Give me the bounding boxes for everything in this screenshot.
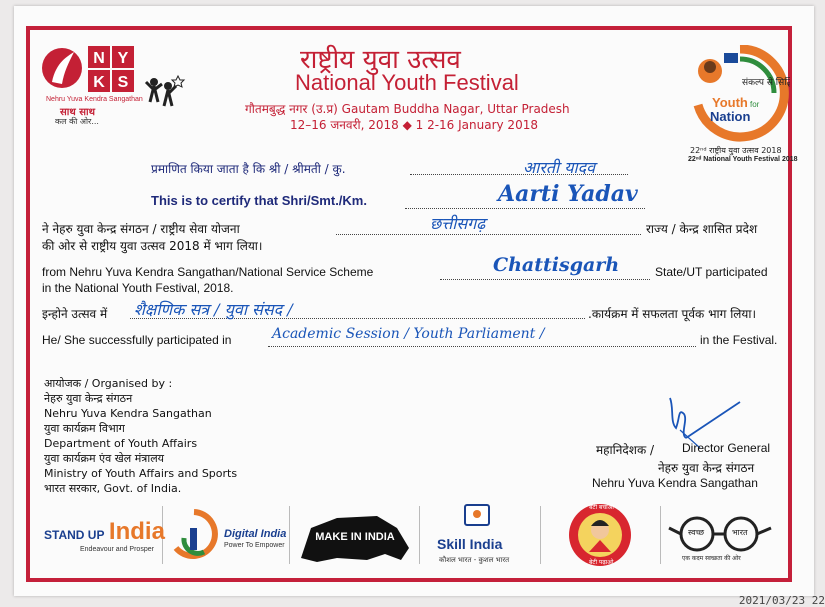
- svg-text:N: N: [93, 50, 105, 67]
- svg-text:MAKE IN INDIA: MAKE IN INDIA: [315, 531, 395, 543]
- dotted-line: [268, 346, 696, 347]
- organiser-line: Nehru Yuva Kendra Sangathan: [44, 407, 212, 420]
- beti-padhao-text: बेटी पढ़ाओ: [589, 559, 614, 566]
- svg-text:Y: Y: [117, 50, 129, 67]
- swachh-text: स्वच्छ: [688, 528, 705, 537]
- organiser-block: [44, 376, 237, 496]
- event-hindi: शैक्षणिक सत्र / युवा संसद /: [134, 300, 293, 319]
- state-english: Chattisgarh: [493, 254, 620, 276]
- event-english: Academic Session / Youth Parliament /: [272, 326, 545, 342]
- logo-separator: [419, 506, 420, 564]
- swachh-tagline: एक कदम स्वच्छता की ओर: [682, 555, 741, 562]
- organiser-line: भारत सरकार, Govt. of India.: [44, 482, 182, 495]
- skill-india-icon: [462, 502, 492, 532]
- dotted-line: [410, 174, 628, 175]
- beti-bachao-text: बेटी बचाओ: [589, 504, 614, 511]
- signatory-title-hindi: महानिदेशक /: [596, 443, 655, 457]
- photo-timestamp: 2021/03/23 22: [738, 594, 825, 607]
- line4-hindi: की ओर से राष्ट्रीय युवा उत्सव 2018 में भाग लिया।: [42, 239, 263, 253]
- dotted-line: [405, 208, 645, 209]
- from-english-b: State/UT participated: [655, 265, 768, 279]
- make-in-india-lion-icon: [297, 508, 415, 564]
- recipient-name-english: Aarti Yadav: [498, 181, 638, 207]
- signatory-org-english: Nehru Yuva Kendra Sangathan: [592, 476, 758, 490]
- state-hindi: छत्तीसगढ़: [430, 214, 486, 233]
- festival-dates: 12–16 जनवरी, 2018 ◆ 1 2-16 January 2018: [290, 118, 538, 132]
- signature-icon: [640, 378, 750, 448]
- line3-hindi-b: राज्य / केन्द्र शासित प्रदेश: [646, 222, 758, 236]
- logo-separator: [289, 506, 290, 564]
- event-hindi-a: इन्होने उत्सव में: [42, 307, 108, 321]
- logo-separator: [660, 506, 661, 564]
- title-hindi: राष्ट्रीय युवा उत्सव: [300, 45, 461, 75]
- svg-text:Youth: Youth: [712, 95, 748, 110]
- standup-india-text: India: [108, 518, 165, 545]
- svg-text:Nation: Nation: [710, 109, 751, 124]
- signatory-title-english: Director General: [682, 441, 771, 455]
- line3-hindi-a: ने नेहरु युवा केन्द्र संगठन / राष्ट्रीय सेवा योजना: [42, 222, 240, 236]
- svg-text:संकल्प से सिद्धि: संकल्प से सिद्धि: [742, 78, 790, 88]
- nyks-emblem-icon: [42, 42, 142, 98]
- organiser-line: युवा कार्यक्रम विभाग: [44, 422, 125, 435]
- event-hindi-b: .कार्यक्रम में सफलता पूर्वक भाग लिया।: [588, 307, 757, 321]
- nyks-tagline-2: कल की ओर...: [55, 117, 99, 126]
- digital-india-text: Digital India: [224, 528, 287, 540]
- organiser-line: नेहरु युवा केन्द्र संगठन: [44, 392, 133, 405]
- youth-for-nation-logo: [690, 45, 790, 148]
- organiser-line: युवा कार्यक्रम एंव खेल मंत्रालय: [44, 452, 165, 465]
- from-english-c: in the National Youth Festival, 2018.: [42, 281, 234, 295]
- event-english-a: He/ She successfully participated in: [42, 333, 232, 347]
- standup-india-logo: [44, 518, 165, 553]
- certify-hindi: प्रमाणित किया जाता है कि श्री / श्रीमती / कु.: [151, 162, 346, 176]
- venue: गौतमबुद्ध नगर (उ.प्र) Gautam Buddha Nagar, Uttar Pradesh: [245, 102, 570, 116]
- youth-figures-icon: [140, 72, 190, 116]
- svg-text:for: for: [750, 100, 760, 109]
- logo-separator: [540, 506, 541, 564]
- recipient-name-hindi: आरती यादव: [523, 158, 596, 177]
- signatory-org-hindi: नेहरु युवा केन्द्र संगठन: [658, 461, 755, 475]
- bharat-text: भारत: [732, 528, 748, 537]
- skill-india-text: Skill India: [437, 536, 503, 552]
- festival-caption-hindi: 22ⁿᵈ राष्ट्रीय युवा उत्सव 2018: [690, 146, 782, 155]
- from-english-a: from Nehru Yuva Kendra Sangathan/National Service Scheme: [42, 265, 374, 279]
- festival-caption-english: 22ⁿᵈ National Youth Festival 2018: [688, 156, 798, 163]
- nyks-logo: [42, 42, 142, 103]
- standup-text: STAND UP: [44, 528, 105, 542]
- digital-india-tagline: Power To Empower: [224, 542, 285, 549]
- organiser-line: Ministry of Youth Affairs and Sports: [44, 467, 238, 480]
- nyks-subtitle: Nehru Yuva Kendra Sangathan: [46, 96, 143, 103]
- digital-india-icon: [170, 508, 218, 564]
- dotted-line: [440, 279, 650, 280]
- svg-text:K: K: [93, 74, 105, 91]
- logos-row: [42, 500, 782, 570]
- dotted-line: [336, 234, 641, 235]
- event-english-b: in the Festival.: [700, 333, 778, 347]
- title-english: National Youth Festival: [295, 70, 519, 95]
- standup-tagline: Endeavour and Prosper: [80, 546, 154, 553]
- swachh-bharat-glasses-icon: [667, 514, 777, 554]
- certify-english: This is to certify that Shri/Smt./Km.: [151, 193, 367, 208]
- organiser-line: Department of Youth Affairs: [44, 437, 198, 450]
- skill-india-tagline: कौशल भारत - कुशल भारत: [439, 556, 510, 564]
- nyks-tagline: साथ साथ: [60, 107, 95, 118]
- festival-emblem-icon: [690, 45, 790, 143]
- organiser-line: आयोजक / Organised by :: [44, 377, 173, 390]
- svg-text:S: S: [117, 74, 129, 91]
